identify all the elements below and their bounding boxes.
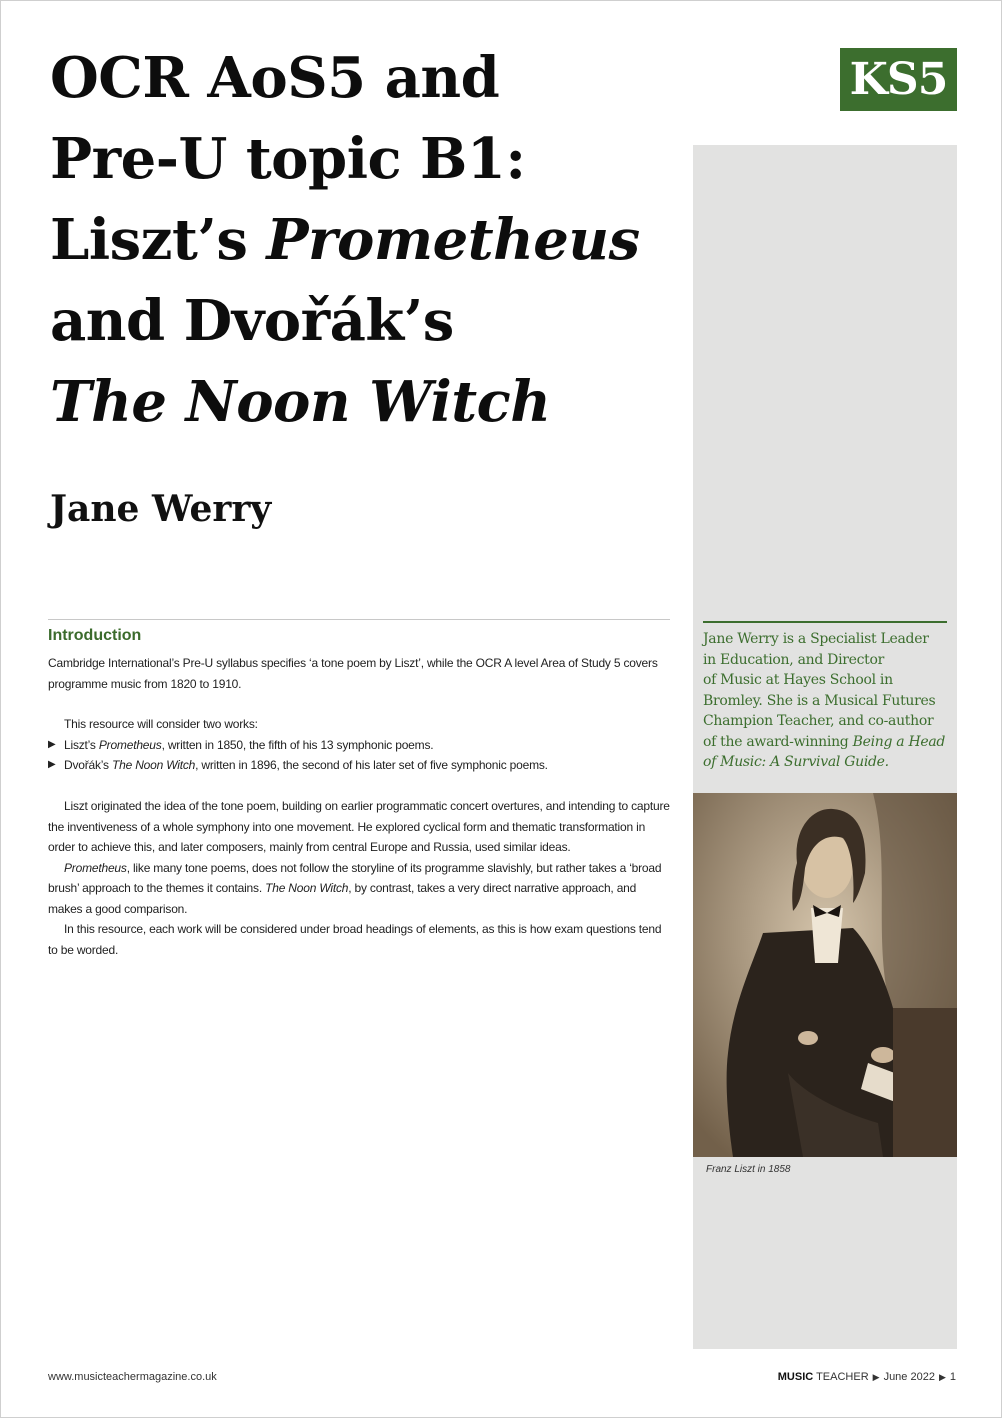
liszt-portrait-image [693,793,957,1157]
title-line-4: and Dvořák’s [50,288,454,354]
introduction-heading: Introduction [48,627,142,644]
intro-body-block [48,796,670,960]
para-3-italic-1: Prometheus [64,860,127,875]
bullet-2-work-title: The Noon Witch [112,758,196,772]
title-line-5 [50,362,680,443]
title-line-2: Pre-U topic B1: [50,126,526,192]
footer-publication-info [778,1371,956,1383]
bullet-1-post: , written in 1850, the fifth of his 13 symphonic poems. [161,737,434,752]
intro-paragraph-1 [48,653,670,694]
bullet-2-pre: Dvořák’s [64,758,112,772]
footer-page-number: 1 [949,1371,956,1383]
bullet-2-post: , written in 1896, the second of his later set of five symphonic poems. [195,758,548,772]
portrait-caption: Franz Liszt in 1858 [706,1164,791,1175]
key-stage-badge: KS5 [840,48,957,111]
intro-para-2-text: Liszt originated the idea of the tone poem, building on earlier programmatic concert overtures, and intending to capture the inventiveness of a whole symphony into one movement. He explored cyclical form and thematic transformation in order to achieve this, and later composers, mainly from central Europe and Russia, used similar ideas. [48,799,670,854]
sidebar-divider [703,621,947,623]
title-line-3-italic: Prometheus [266,207,640,273]
works-list-lead: This resource will consider two works: [64,717,258,731]
footer-triangle-icon: ▶ [872,1372,880,1382]
title-line-3-prefix: Liszt’s [50,207,267,273]
bio-line-2: in Education, and Director [703,651,885,668]
para-3-mid: , like many tone poems, does not follow the storyline of its programme slavishly, but rather takes a ‘broad brush’ approach to the themes it contains. [48,860,662,895]
works-list-block [48,714,670,776]
article-title [50,38,680,443]
list-item [48,735,670,756]
bio-line-7 [703,754,889,770]
bio-line-3: of Music at Hayes School in [703,672,893,688]
footer-brand-bold: MUSIC [777,1371,814,1383]
bio-line-6 [703,734,945,750]
bio-line-5: Champion Teacher, and co-author [703,713,934,729]
author-name: Jane Werry [50,488,272,530]
triangle-bullet-icon: ▶ [48,738,56,750]
para-3-end: , by contrast, takes a very direct narrative approach, and makes a good comparison. [48,881,637,916]
title-line-1: OCR AoS5 and [50,45,500,111]
title-line-5-italic: The Noon Witch [50,369,551,435]
portrait-illustration [693,793,957,1157]
intro-para-1-text: Cambridge International’s Pre-U syllabus specifies ‘a tone poem by Liszt’, while the OCR A level Area of Study 5 covers programme music from 1820 to 1910. [48,656,658,691]
bio-line-4: Bromley. She is a Musical Futures [703,692,936,709]
bullet-1-pre: Liszt’s [64,737,99,752]
author-bio [703,629,949,773]
bio-line-6-pre: of the award-winning [703,733,853,750]
title-line-3 [50,200,680,281]
triangle-bullet-icon: ▶ [48,759,56,770]
bullet-1-work-title: Prometheus [98,737,162,752]
para-3-italic-2: The Noon Witch [265,881,349,895]
footer-brand-rest: TEACHER [813,1371,869,1383]
section-divider [48,619,670,620]
intro-para-3 [48,858,670,920]
intro-para-4-text: In this resource, each work will be considered under broad headings of elements, as this is how exam questions tend to be worded. [48,922,662,957]
footer-issue-date: June 2022 [883,1371,935,1383]
works-list [48,735,670,776]
bio-line-1: Jane Werry is a Specialist Leader [703,631,929,647]
list-item [48,755,670,776]
bio-book-title-2: of Music: A Survival Guide. [703,754,889,770]
footer-triangle-icon: ▶ [938,1372,946,1382]
footer-website-link[interactable]: www.musicteachermagazine.co.uk [48,1371,217,1383]
bio-book-title-1: Being a Head [852,733,946,750]
